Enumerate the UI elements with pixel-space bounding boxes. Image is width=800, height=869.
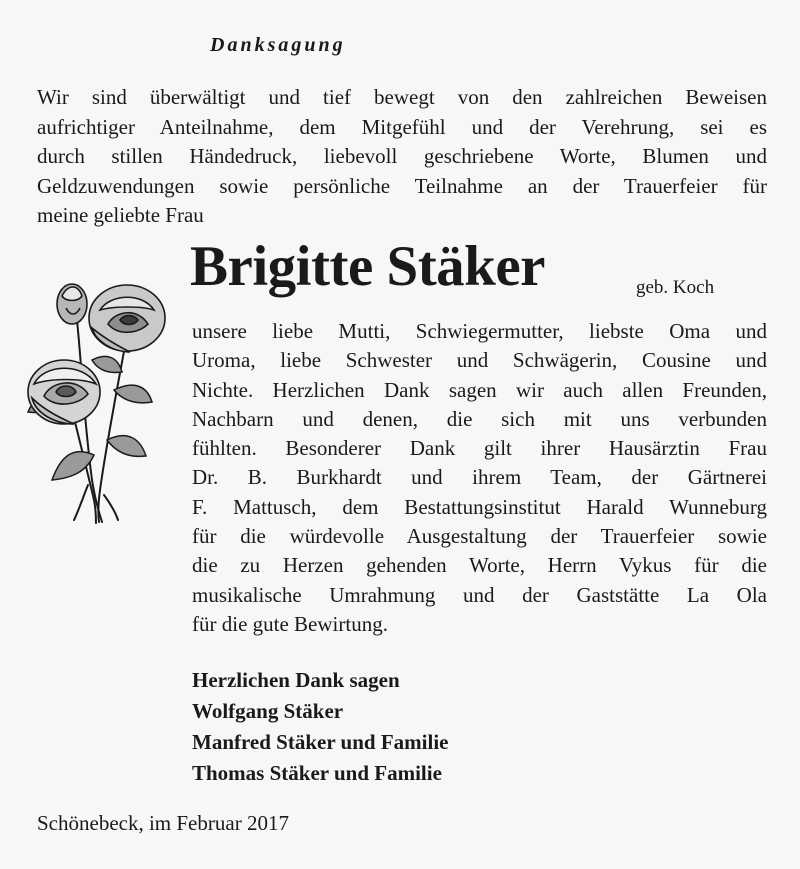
intro-paragraph [37,83,767,231]
place-date: Schönebeck, im Februar 2017 [37,811,289,835]
intro-line: meine geliebte Frau [37,203,204,227]
thanks-line: für die würdevolle Ausgestaltung der Trauerfeier sowie [192,524,767,549]
notice-heading: Danksagung [210,34,346,56]
intro-line: Wir sind überwältigt und tief bewegt von den zahlreichen Beweisen [37,85,767,109]
signature-line: Herzlichen Dank sagen [192,668,400,692]
intro-line: Geldzuwendungen sowie persönliche Teilnahme an der Trauerfeier für [37,173,767,198]
thanks-line: fühlten. Besonderer Dank gilt ihrer Hausärztin Frau [192,436,767,461]
thanks-line: musikalische Umrahmung und der Gaststätte La Ola [192,582,767,607]
thanks-line: für die gute Bewirtung. [192,611,388,636]
intro-line: aufrichtiger Anteilnahme, dem Mitgefühl und der Verehrung, sei es [37,114,767,139]
thanks-line: Nichte. Herzlichen Dank sagen wir auch allen Freunden, [192,377,767,402]
intro-line: durch stillen Händedruck, liebevoll geschriebene Worte, Blumen und [37,144,767,168]
deceased-name: Brigitte Stäker [190,235,545,298]
birth-name: geb. Koch [636,277,715,298]
thanks-line: F. Mattusch, dem Bestattungsinstitut Harald Wunneburg [192,494,767,519]
roses-illustration-icon [22,280,182,525]
signature-line: Manfred Stäker und Familie [192,730,449,754]
signature-block [192,665,448,789]
signature-line: Thomas Stäker und Familie [192,761,442,785]
thanks-line: Nachbarn und denen, die sich mit uns verbunden [192,406,767,431]
thanks-paragraph [192,317,767,639]
thanks-line: unsere liebe Mutti, Schwiegermutter, liebste Oma und [192,319,767,343]
thanks-line: Uroma, liebe Schwester und Schwägerin, Cousine und [192,348,767,373]
thanks-line: die zu Herzen gehenden Worte, Herrn Vykus für die [192,553,767,578]
signature-line: Wolfgang Stäker [192,699,344,723]
thanks-line: Dr. B. Burkhardt und ihrem Team, der Gärtnerei [192,465,767,490]
